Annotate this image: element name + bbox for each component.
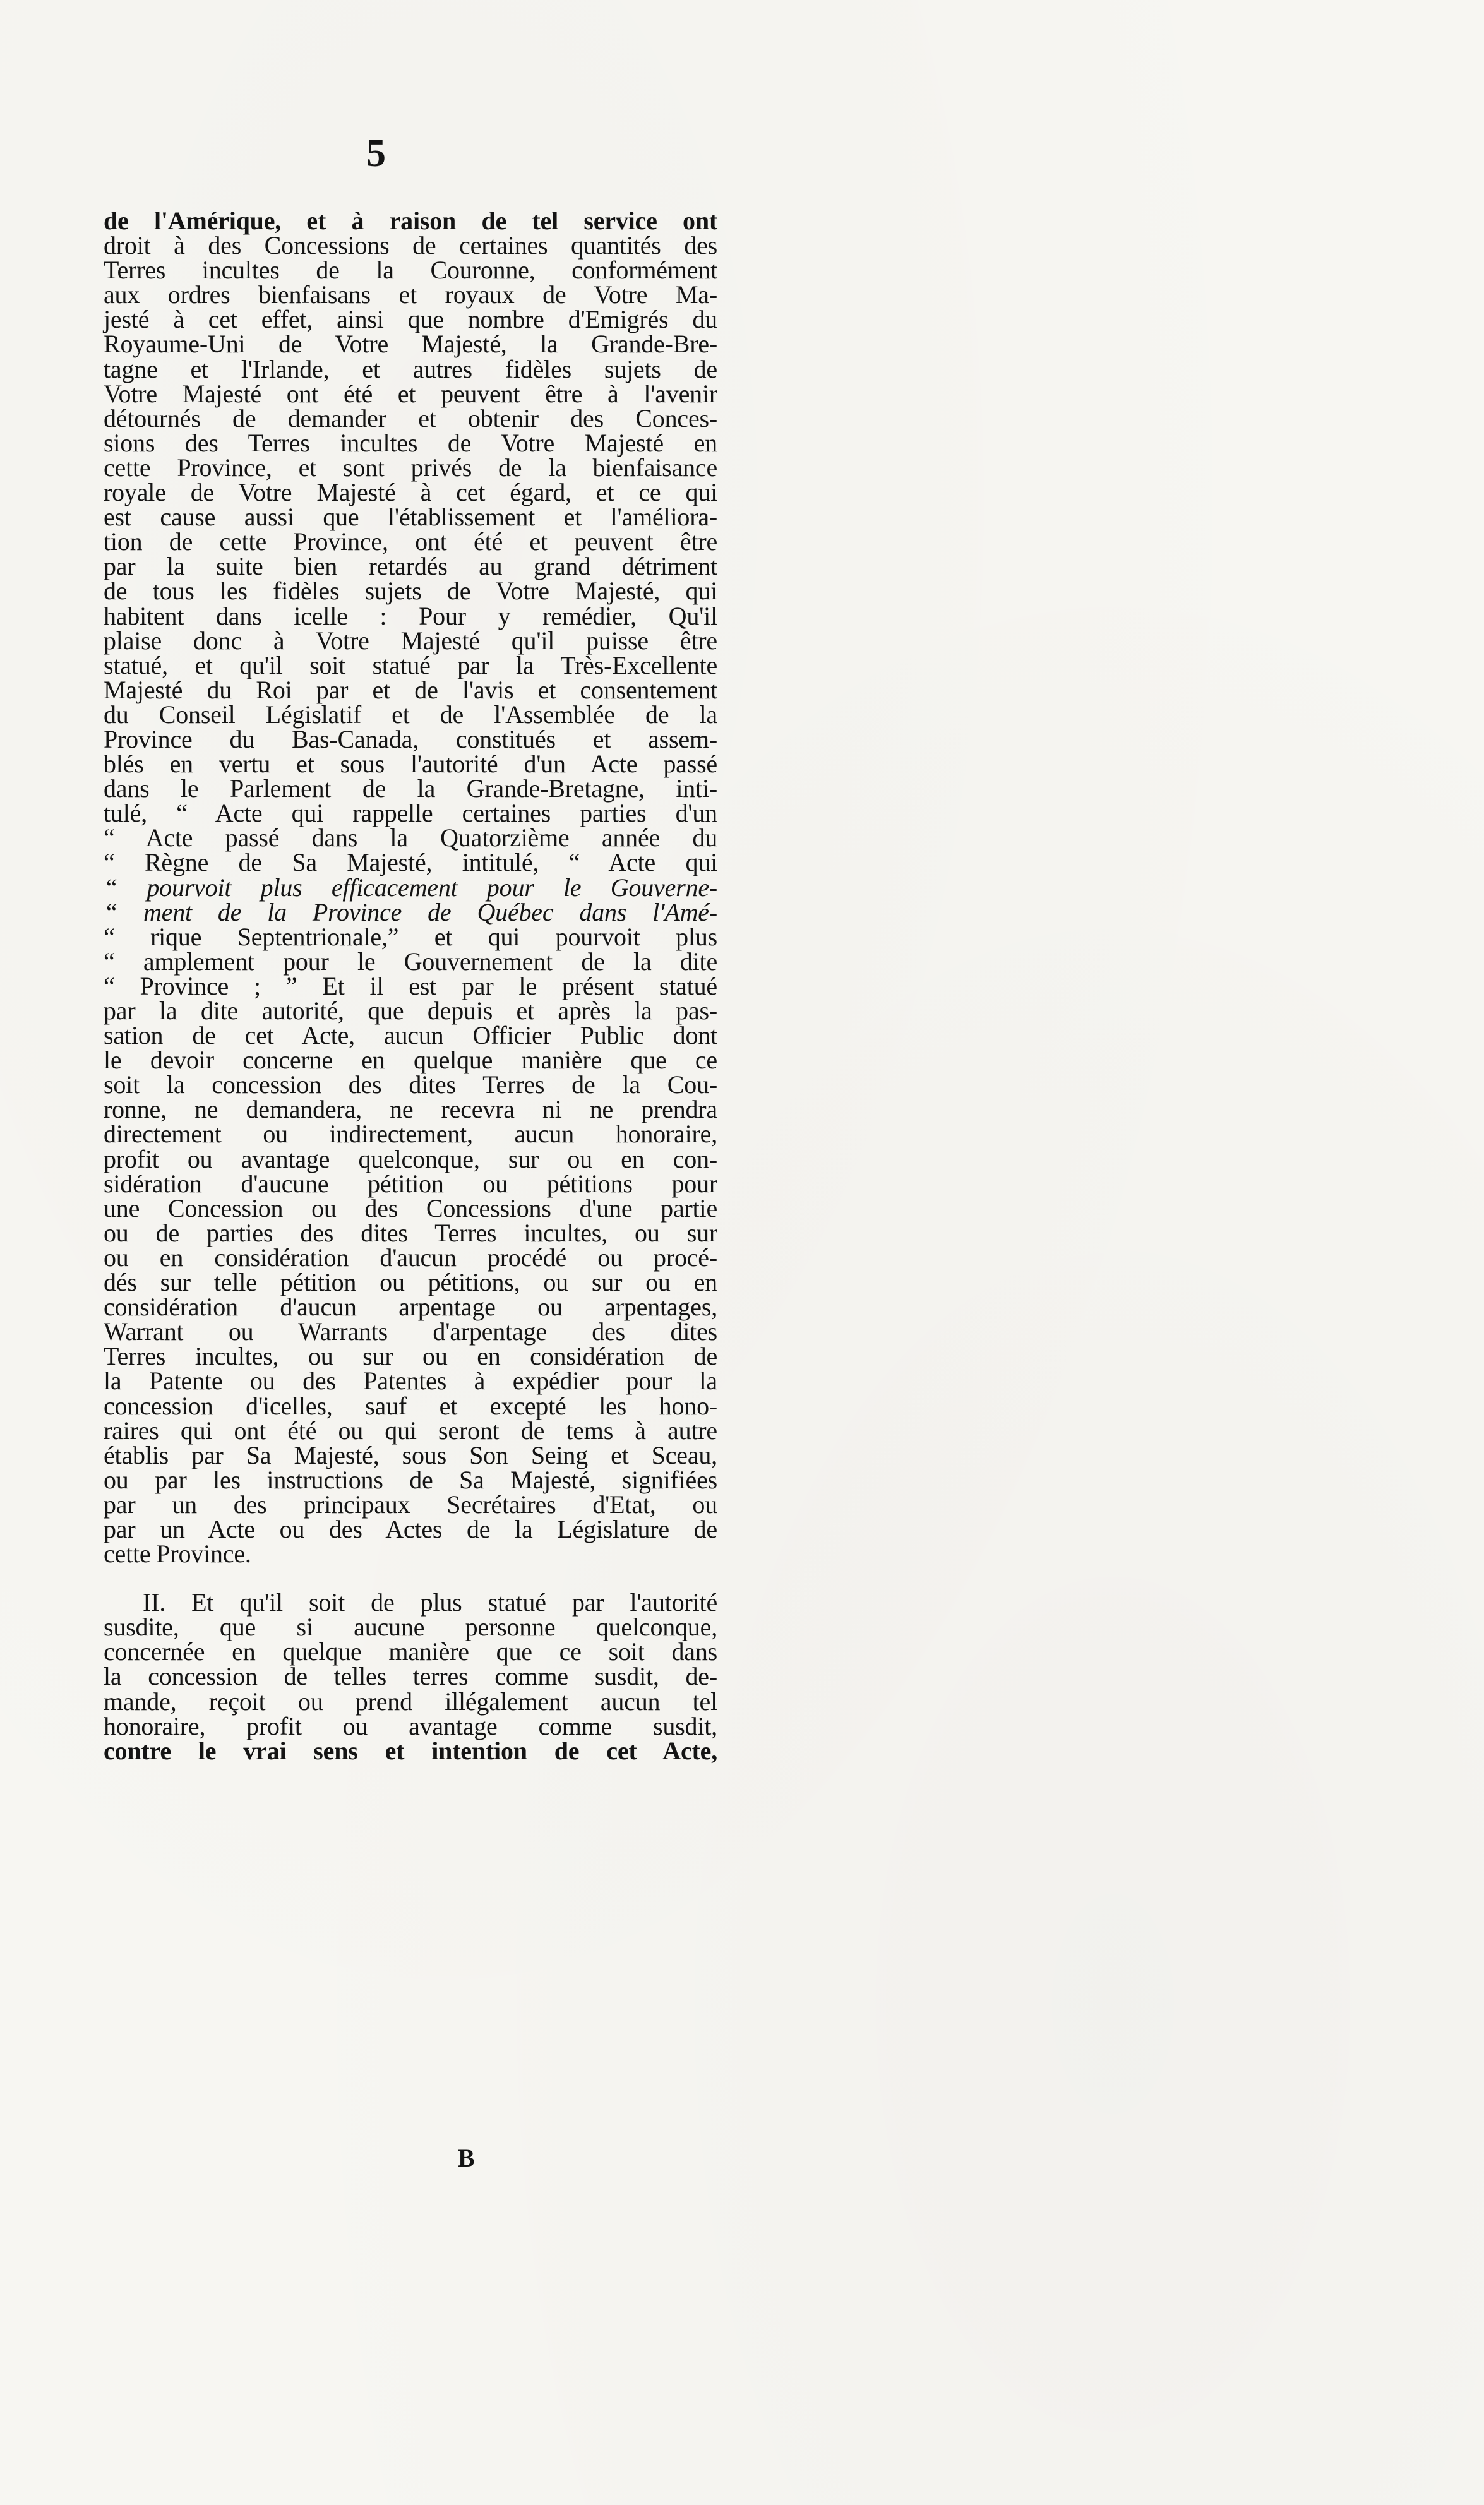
text-line: blés en vertu et sous l'autorité d'un Acte passé	[104, 750, 717, 779]
text-line: ou en considération d'aucun procédé ou procé-	[104, 1243, 717, 1272]
text-line: cette Province, et sont privés de la bienfaisance	[104, 453, 717, 482]
text-line: concernée en quelque manière que ce soit dans	[104, 1637, 717, 1666]
text-line: Province du Bas-Canada, constitués et assem-	[104, 724, 717, 753]
text-line: “ Acte passé dans la Quatorzième année du	[104, 823, 717, 852]
text-line: tagne et l'Irlande, et autres fidèles sujets de	[104, 354, 717, 383]
text-line: “ Province ; ” Et il est par le présent statué	[104, 971, 717, 1000]
text-line: raires qui ont été ou qui seront de tems à autre	[104, 1416, 717, 1445]
text-line: ou par les instructions de Sa Majesté, signifiées	[104, 1465, 717, 1494]
body-text	[104, 208, 717, 1763]
text-line: Terres incultes de la Couronne, conformément	[104, 256, 717, 285]
text-line: ou de parties des dites Terres incultes, ou sur	[104, 1218, 717, 1247]
text-line: sidération d'aucune pétition ou pétitions pour	[104, 1169, 717, 1198]
text-line: “ pourvoit plus efficacement pour le Gouverne-	[104, 873, 717, 902]
text-line: jesté à cet effet, ainsi que nombre d'Emigrés du	[104, 305, 717, 334]
text-line: aux ordres bienfaisans et royaux de Votre Ma-	[104, 280, 717, 309]
text-line: par la suite bien retardés au grand détriment	[104, 552, 717, 581]
text-line: honoraire, profit ou avantage comme susdit,	[104, 1711, 717, 1740]
text-line: tion de cette Province, ont été et peuvent être	[104, 527, 717, 556]
text-line: susdite, que si aucune personne quelconque,	[104, 1613, 717, 1642]
text-line: contre le vrai sens et intention de cet Acte,	[104, 1736, 717, 1765]
text-line: droit à des Concessions de certaines quantités des	[104, 231, 717, 260]
text-line: une Concession ou des Concessions d'une partie	[104, 1193, 717, 1223]
paragraph-2	[104, 1590, 717, 1763]
page-number: 5	[366, 132, 386, 175]
text-line: sions des Terres incultes de Votre Majesté en	[104, 428, 717, 457]
text-line: sation de cet Acte, aucun Officier Public dont	[104, 1021, 717, 1050]
text-line: le devoir concerne en quelque manière que ce	[104, 1046, 717, 1075]
text-line: concession d'icelles, sauf et excepté les hono-	[104, 1391, 717, 1420]
text-line: la concession de telles terres comme susdit, de-	[104, 1662, 717, 1691]
text-line: royale de Votre Majesté à cet égard, et ce qui	[104, 478, 717, 507]
text-line: établis par Sa Majesté, sous Son Seing et Sceau,	[104, 1440, 717, 1469]
text-line: “ amplement pour le Gouvernement de la dite	[104, 947, 717, 976]
text-line: “ ment de la Province de Québec dans l'Amé-	[104, 897, 717, 926]
text-line: Warrant ou Warrants d'arpentage des dites	[104, 1317, 717, 1346]
text-line: du Conseil Législatif et de l'Assemblée de la	[104, 700, 717, 729]
text-line: Majesté du Roi par et de l'avis et consentement	[104, 675, 717, 704]
text-line: tulé, “ Acte qui rappelle certaines parties d'un	[104, 799, 717, 828]
text-line: cette Province.	[104, 1539, 251, 1569]
text-line: par un Acte ou des Actes de la Législature de	[104, 1514, 717, 1543]
text-line: Votre Majesté ont été et peuvent être à l'avenir	[104, 379, 717, 408]
text-line: plaise donc à Votre Majesté qu'il puisse être	[104, 626, 717, 655]
signature-mark: B	[458, 2144, 475, 2172]
text-line: soit la concession des dites Terres de la Cou-	[104, 1070, 717, 1099]
text-line: par un des principaux Secrétaires d'Etat, ou	[104, 1490, 717, 1519]
paragraph-1	[104, 206, 717, 1569]
text-line: statué, et qu'il soit statué par la Très-Excellente	[104, 650, 717, 679]
text-line: de tous les fidèles sujets de Votre Majesté, qui	[104, 577, 717, 606]
text-line: de l'Amérique, et à raison de tel service ont	[104, 206, 717, 235]
text-line: la Patente ou des Patentes à expédier pour la	[104, 1366, 717, 1396]
text-line: considération d'aucun arpentage ou arpentages,	[104, 1293, 717, 1322]
text-line: Terres incultes, ou sur ou en considération de	[104, 1342, 717, 1371]
text-line: “ rique Septentrionale,” et qui pourvoit plus	[104, 922, 717, 951]
text-line: par la dite autorité, que depuis et après la pas-	[104, 996, 717, 1025]
text-line: ronne, ne demandera, ne recevra ni ne prendra	[104, 1095, 717, 1124]
text-line: Royaume-Uni de Votre Majesté, la Grande-Bre-	[104, 330, 717, 359]
text-line: dans le Parlement de la Grande-Bretagne, inti-	[104, 774, 717, 803]
text-line: est cause aussi que l'établissement et l'améliora-	[104, 503, 717, 532]
text-line: habitent dans icelle : Pour y remédier, Qu'il	[104, 601, 717, 630]
text-line: mande, reçoit ou prend illégalement aucun tel	[104, 1687, 717, 1716]
text-line: directement ou indirectement, aucun honoraire,	[104, 1120, 717, 1149]
text-line: II. Et qu'il soit de plus statué par l'autorité	[143, 1588, 717, 1617]
text-line: détournés de demander et obtenir des Conces-	[104, 404, 717, 433]
text-line: profit ou avantage quelconque, sur ou en con-	[104, 1144, 717, 1173]
text-line: “ Règne de Sa Majesté, intitulé, “ Acte qui	[104, 848, 717, 877]
text-line: dés sur telle pétition ou pétitions, ou sur ou en	[104, 1268, 717, 1297]
